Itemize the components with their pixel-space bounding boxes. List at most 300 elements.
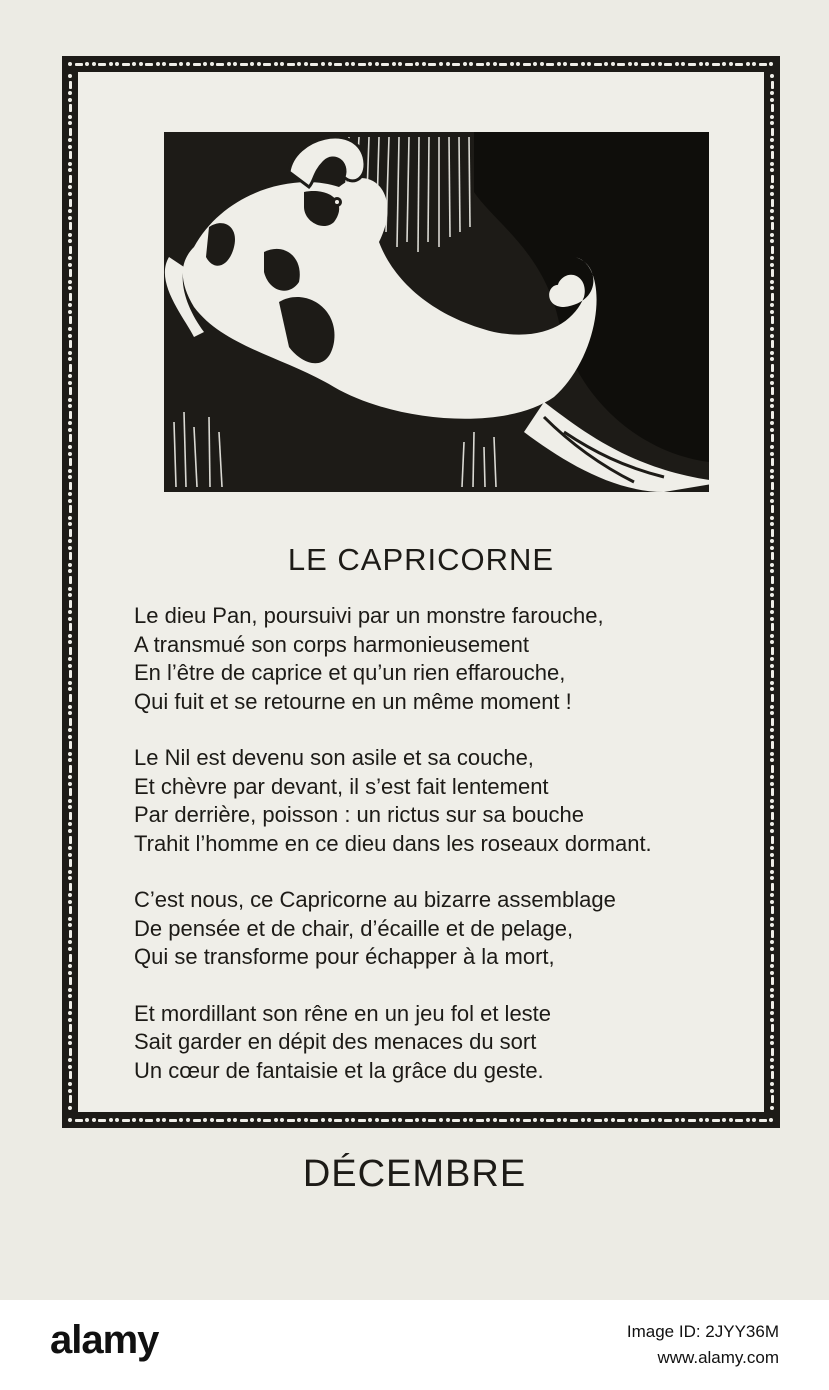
border-bead xyxy=(628,1118,632,1122)
border-bead xyxy=(68,640,72,644)
border-bead xyxy=(210,62,214,66)
border-bead xyxy=(771,128,774,136)
border-bead xyxy=(428,1119,436,1122)
border-bead xyxy=(770,327,774,331)
border-bead xyxy=(139,62,143,66)
border-bead xyxy=(770,115,774,119)
border-bead xyxy=(68,1035,72,1039)
border-bead xyxy=(68,735,72,739)
image-id-text: Image ID: 2JYY36M xyxy=(626,1322,779,1341)
border-bead xyxy=(770,499,774,503)
border-bead xyxy=(274,62,278,66)
border-bead xyxy=(75,1119,83,1122)
poem-line: Le Nil est devenu son asile et sa couche, xyxy=(134,745,534,770)
border-bead xyxy=(69,694,72,702)
border-bead xyxy=(69,269,72,277)
border-bead xyxy=(771,552,774,560)
border-bead xyxy=(463,1118,467,1122)
border-beads-left xyxy=(66,74,74,1110)
border-bead xyxy=(68,775,72,779)
border-bead xyxy=(771,529,774,537)
border-bead xyxy=(68,162,72,166)
border-bead xyxy=(68,192,72,196)
border-bead xyxy=(334,1119,342,1122)
border-bead xyxy=(193,1119,201,1122)
border-bead xyxy=(446,1118,450,1122)
border-bead xyxy=(145,63,153,66)
border-bead xyxy=(122,63,130,66)
border-bead xyxy=(68,327,72,331)
border-bead xyxy=(69,788,72,796)
border-bead xyxy=(68,428,72,432)
border-bead xyxy=(770,445,774,449)
month-label: DÉCEMBRE xyxy=(302,1153,527,1195)
border-bead xyxy=(770,516,774,520)
border-bead xyxy=(770,522,774,526)
poem-line: Et mordillant son rêne en un jeu fol et leste xyxy=(134,1000,552,1026)
border-bead xyxy=(570,63,578,66)
border-bead xyxy=(712,1119,720,1122)
border-bead xyxy=(274,1118,278,1122)
border-bead xyxy=(587,1118,591,1122)
border-bead xyxy=(415,1118,419,1122)
border-bead xyxy=(98,63,106,66)
border-bead xyxy=(770,91,774,95)
border-bead xyxy=(351,1118,355,1122)
border-bead xyxy=(594,1119,602,1122)
border-bead xyxy=(604,62,608,66)
border-bead xyxy=(69,1095,72,1103)
border-bead xyxy=(769,1118,773,1122)
border-bead xyxy=(516,1118,520,1122)
poem-line: En l’être de caprice et qu’un rien effarouche, xyxy=(134,660,566,685)
border-bead xyxy=(68,900,72,904)
border-bead xyxy=(611,1118,615,1122)
border-bead xyxy=(328,1118,332,1122)
border-bead xyxy=(499,63,507,66)
border-bead xyxy=(770,310,774,314)
border-bead xyxy=(771,434,774,442)
border-bead xyxy=(381,1119,389,1122)
border-bead xyxy=(68,1041,72,1045)
poem-line: Le dieu Pan, poursuivi par un monstre farouche, xyxy=(134,603,604,628)
border-bead xyxy=(771,104,774,112)
border-bead xyxy=(68,822,72,826)
border-bead xyxy=(156,1118,160,1122)
border-beads-top xyxy=(68,60,774,68)
poem-title: LE CAPRICORNE xyxy=(287,542,555,577)
border-bead xyxy=(227,1118,231,1122)
border-bead xyxy=(69,128,72,136)
border-bead xyxy=(69,647,72,655)
border-bead xyxy=(770,569,774,573)
border-bead xyxy=(533,1118,537,1122)
border-bead xyxy=(297,62,301,66)
border-bead xyxy=(68,452,72,456)
border-bead xyxy=(681,62,685,66)
border-bead xyxy=(439,62,443,66)
border-bead xyxy=(69,505,72,513)
border-bead xyxy=(746,62,750,66)
border-bead xyxy=(68,964,72,968)
border-bead xyxy=(280,1118,284,1122)
border-bead xyxy=(68,145,72,149)
border-bead xyxy=(68,499,72,503)
border-bead xyxy=(771,199,774,207)
border-bead xyxy=(69,977,72,985)
border-bead xyxy=(69,930,72,938)
border-bead xyxy=(68,876,72,880)
poem-line: De pensée et de chair, d’écaille et de pelage, xyxy=(134,915,574,941)
border-bead xyxy=(368,1118,372,1122)
border-bead xyxy=(68,1011,72,1015)
border-bead xyxy=(617,1119,625,1122)
border-bead xyxy=(770,239,774,243)
border-bead xyxy=(770,469,774,473)
border-bead xyxy=(770,357,774,361)
poem-line: Et chèvre par devant, il s’est fait lentement xyxy=(134,773,549,799)
border-bead xyxy=(617,63,625,66)
border-bead xyxy=(752,62,756,66)
border-bead xyxy=(392,62,396,66)
border-bead xyxy=(68,280,72,284)
border-bead xyxy=(770,374,774,378)
border-bead xyxy=(658,1118,662,1122)
poem-stanza xyxy=(134,886,774,972)
border-bead xyxy=(516,62,520,66)
border-bead xyxy=(358,1119,366,1122)
border-bead xyxy=(250,62,254,66)
border-bead xyxy=(68,239,72,243)
border-bead xyxy=(69,670,72,678)
poem-stanza xyxy=(134,744,774,858)
border-bead xyxy=(68,988,72,992)
border-bead xyxy=(68,994,72,998)
border-bead xyxy=(523,1119,531,1122)
border-bead xyxy=(69,552,72,560)
border-bead xyxy=(68,923,72,927)
poem-stanza xyxy=(134,1000,774,1086)
border-bead xyxy=(770,452,774,456)
border-bead xyxy=(688,1119,696,1122)
decorative-border xyxy=(62,56,780,1128)
border-bead xyxy=(68,917,72,921)
poem-line: C’est nous, ce Capricorne au bizarre assemblage xyxy=(134,887,616,912)
border-bead xyxy=(179,1118,183,1122)
border-bead xyxy=(771,411,774,419)
border-bead xyxy=(493,1118,497,1122)
border-bead xyxy=(771,293,774,301)
border-bead xyxy=(499,1119,507,1122)
border-bead xyxy=(68,522,72,526)
border-bead xyxy=(651,62,655,66)
border-bead xyxy=(297,1118,301,1122)
border-bead xyxy=(345,62,349,66)
border-bead xyxy=(122,1119,130,1122)
border-bead xyxy=(132,62,136,66)
border-bead xyxy=(771,81,774,89)
border-bead xyxy=(476,1119,484,1122)
border-bead xyxy=(68,1089,72,1093)
border-bead xyxy=(770,256,774,260)
border-bead xyxy=(69,836,72,844)
border-bead xyxy=(510,1118,514,1122)
border-bead xyxy=(722,1118,726,1122)
border-bead xyxy=(263,1119,271,1122)
border-bead xyxy=(68,374,72,378)
border-bead xyxy=(68,216,72,220)
border-bead xyxy=(771,316,774,324)
border-bead xyxy=(68,398,72,402)
border-bead xyxy=(469,1118,473,1122)
border-bead xyxy=(68,1058,72,1062)
border-bead xyxy=(227,62,231,66)
poem-line: A transmué son corps harmonieusement xyxy=(134,631,529,657)
border-bead xyxy=(604,1118,608,1122)
border-bead xyxy=(233,1118,237,1122)
border-bead xyxy=(770,216,774,220)
border-bead xyxy=(68,617,72,621)
border-bead xyxy=(69,812,72,820)
border-bead xyxy=(368,62,372,66)
border-bead xyxy=(186,1118,190,1122)
border-bead xyxy=(770,280,774,284)
border-bead xyxy=(69,458,72,466)
card-panel xyxy=(76,70,766,1114)
border-bead xyxy=(69,199,72,207)
border-bead xyxy=(770,121,774,125)
border-bead xyxy=(712,63,720,66)
border-bead xyxy=(257,1118,261,1122)
border-bead xyxy=(145,1119,153,1122)
border-bead xyxy=(68,829,72,833)
border-bead xyxy=(770,209,774,213)
border-bead xyxy=(68,846,72,850)
border-bead xyxy=(770,563,774,567)
border-bead xyxy=(68,74,72,78)
border-bead xyxy=(557,62,561,66)
border-bead xyxy=(770,286,774,290)
border-bead xyxy=(69,104,72,112)
border-bead xyxy=(770,263,774,267)
border-bead xyxy=(240,63,248,66)
border-bead xyxy=(68,805,72,809)
border-bead xyxy=(68,381,72,385)
border-bead xyxy=(675,1118,679,1122)
poem-line: Par derrière, poisson : un rictus sur sa bouche xyxy=(134,802,585,827)
border-bead xyxy=(68,940,72,944)
border-bead xyxy=(68,539,72,543)
border-bead xyxy=(705,62,709,66)
border-bead xyxy=(68,799,72,803)
border-bead xyxy=(68,1065,72,1069)
border-bead xyxy=(345,1118,349,1122)
border-bead xyxy=(557,1118,561,1122)
border-bead xyxy=(92,1118,96,1122)
border-bead xyxy=(651,1118,655,1122)
border-bead xyxy=(68,657,72,661)
border-bead xyxy=(257,62,261,66)
poem-stanza xyxy=(134,602,774,716)
border-bead xyxy=(203,62,207,66)
border-bead xyxy=(771,269,774,277)
border-bead xyxy=(770,334,774,338)
border-bead xyxy=(109,62,113,66)
border-bead xyxy=(69,883,72,891)
border-bead xyxy=(611,62,615,66)
border-bead xyxy=(179,62,183,66)
poem-line: Qui se transforme pour échapper à la mort, xyxy=(134,944,555,969)
brand-logo: alamy xyxy=(50,1318,159,1362)
border-bead xyxy=(735,63,743,66)
poem-line: Un cœur de fantaisie et la grâce du geste. xyxy=(134,1057,544,1083)
border-bead xyxy=(68,492,72,496)
border-bead xyxy=(452,1119,460,1122)
border-bead xyxy=(69,1048,72,1056)
border-bead xyxy=(68,256,72,260)
border-bead xyxy=(69,954,72,962)
border-bead xyxy=(280,62,284,66)
border-bead xyxy=(68,705,72,709)
border-bead xyxy=(69,1024,72,1032)
border-bead xyxy=(523,63,531,66)
border-bead xyxy=(722,62,726,66)
border-bead xyxy=(486,62,490,66)
border-bead xyxy=(240,1119,248,1122)
border-bead xyxy=(304,1118,308,1122)
border-bead xyxy=(287,63,295,66)
border-bead xyxy=(759,63,767,66)
border-bead xyxy=(85,1118,89,1122)
border-bead xyxy=(771,246,774,254)
border-bead xyxy=(169,63,177,66)
border-bead xyxy=(68,233,72,237)
border-bead xyxy=(287,1119,295,1122)
border-bead xyxy=(68,782,72,786)
border-bead xyxy=(771,175,774,183)
poem-line: Sait garder en dépit des menaces du sort xyxy=(134,1029,537,1054)
border-bead xyxy=(75,63,83,66)
border-bead xyxy=(68,286,72,290)
border-bead xyxy=(381,63,389,66)
site-url: www.alamy.com xyxy=(657,1348,779,1367)
border-bead xyxy=(68,121,72,125)
border-bead xyxy=(476,63,484,66)
border-bead xyxy=(358,63,366,66)
stock-photo-footer xyxy=(0,1300,829,1390)
border-bead xyxy=(139,1118,143,1122)
border-bead xyxy=(628,62,632,66)
border-bead xyxy=(162,62,166,66)
border-bead xyxy=(770,539,774,543)
border-bead xyxy=(69,1001,72,1009)
border-bead xyxy=(375,62,379,66)
border-bead xyxy=(68,664,72,668)
border-bead xyxy=(493,62,497,66)
border-bead xyxy=(310,1119,318,1122)
border-bead xyxy=(69,529,72,537)
border-bead xyxy=(68,563,72,567)
border-bead xyxy=(210,1118,214,1122)
border-bead xyxy=(69,765,72,773)
border-bead xyxy=(375,1118,379,1122)
border-bead xyxy=(770,74,774,78)
border-bead xyxy=(92,62,96,66)
border-beads-bottom xyxy=(68,1116,774,1124)
border-bead xyxy=(321,62,325,66)
poem-line: Qui fuit et se retourne en un même moment ! xyxy=(134,688,572,714)
border-bead xyxy=(398,62,402,66)
border-bead xyxy=(752,1118,756,1122)
border-bead xyxy=(68,947,72,951)
border-bead xyxy=(68,1082,72,1086)
border-bead xyxy=(68,185,72,189)
border-bead xyxy=(68,475,72,479)
border-bead xyxy=(699,1118,703,1122)
border-bead xyxy=(405,1119,413,1122)
border-bead xyxy=(68,168,72,172)
border-bead xyxy=(771,340,774,348)
border-bead xyxy=(771,482,774,490)
border-bead xyxy=(68,593,72,597)
border-bead xyxy=(68,421,72,425)
border-bead xyxy=(771,151,774,159)
border-bead xyxy=(68,569,72,573)
border-bead xyxy=(664,63,672,66)
border-bead xyxy=(770,475,774,479)
border-bead xyxy=(735,1119,743,1122)
border-bead xyxy=(770,398,774,402)
border-bead xyxy=(69,316,72,324)
border-bead xyxy=(746,1118,750,1122)
border-bead xyxy=(770,98,774,102)
border-bead xyxy=(770,162,774,166)
border-bead xyxy=(428,63,436,66)
border-bead xyxy=(321,1118,325,1122)
border-bead xyxy=(69,741,72,749)
border-bead xyxy=(263,63,271,66)
border-bead xyxy=(68,870,72,874)
border-bead xyxy=(68,546,72,550)
border-bead xyxy=(310,63,318,66)
border-bead xyxy=(98,1119,106,1122)
border-bead xyxy=(771,458,774,466)
border-bead xyxy=(68,681,72,685)
border-bead xyxy=(68,1106,72,1110)
border-bead xyxy=(69,387,72,395)
border-bead xyxy=(641,63,649,66)
border-bead xyxy=(68,98,72,102)
border-bead xyxy=(68,971,72,975)
border-bead xyxy=(664,1119,672,1122)
border-bead xyxy=(68,1018,72,1022)
border-bead xyxy=(439,1118,443,1122)
border-bead xyxy=(203,1118,207,1122)
border-bead xyxy=(69,1071,72,1079)
border-bead xyxy=(770,185,774,189)
border-bead xyxy=(770,303,774,307)
border-bead xyxy=(69,434,72,442)
border-bead xyxy=(546,63,554,66)
border-bead xyxy=(69,482,72,490)
border-bead xyxy=(729,62,733,66)
border-bead xyxy=(540,1118,544,1122)
border-bead xyxy=(216,63,224,66)
border-bead xyxy=(69,293,72,301)
border-bead xyxy=(68,404,72,408)
border-bead xyxy=(68,728,72,732)
border-bead xyxy=(69,175,72,183)
